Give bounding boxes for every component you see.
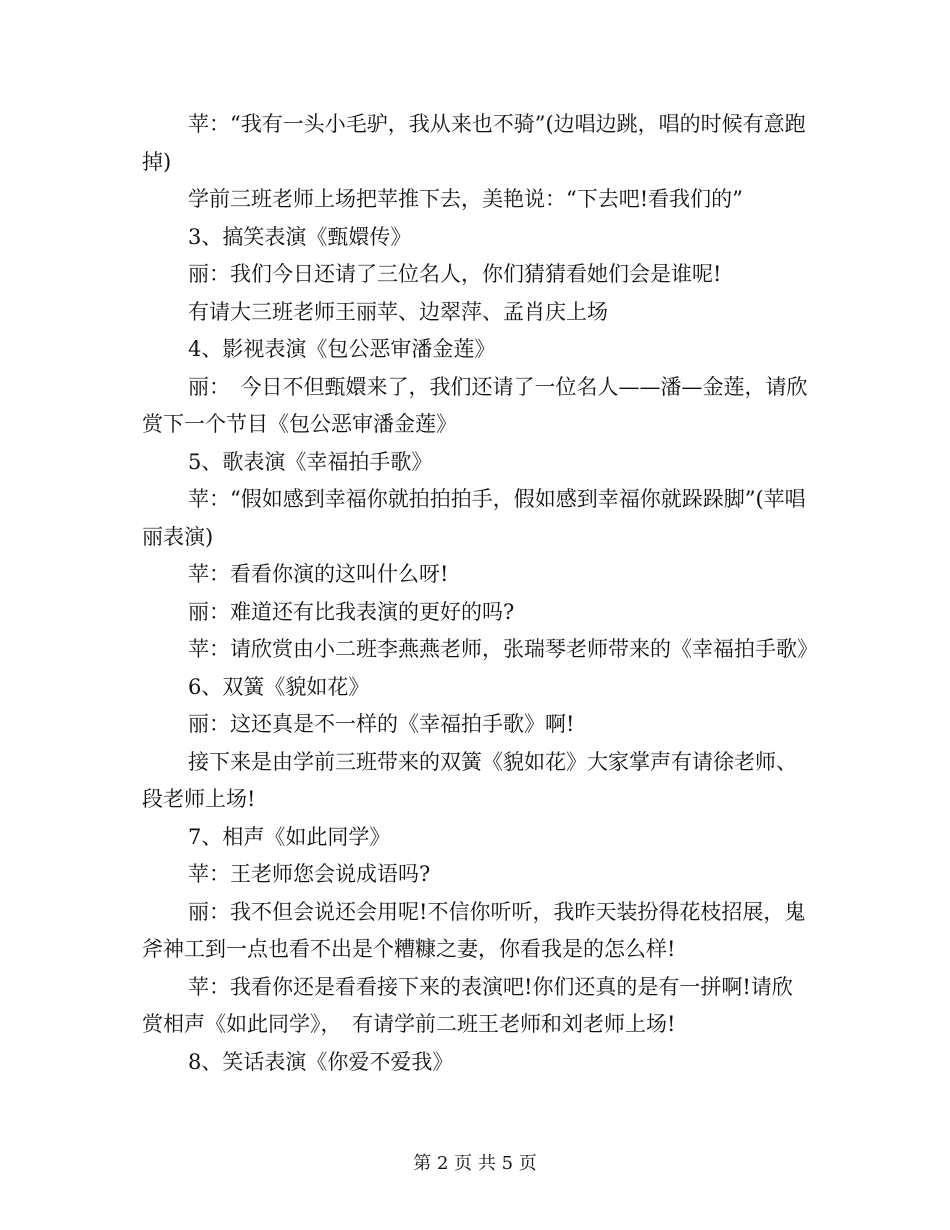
paragraph: 丽：这还真是不一样的《幸福拍手歌》啊! (188, 712, 575, 736)
paragraph: 接下来是由学前三班带来的双簧《貌如花》大家掌声有请徐老师、段老师上场! (142, 749, 797, 811)
paragraph: 丽：我不但会说还会用呢!不信你听听，我昨天装扮得花枝招展，鬼斧神工到一点也看不出是个糟糠之妻，你看我是的怎么样! (142, 899, 806, 961)
document-body (142, 106, 818, 1081)
paragraph: 苹：“假如感到幸福你就拍拍拍手，假如感到幸福你就跺跺脚”(苹唱丽表演) (142, 487, 806, 549)
paragraph: 丽：我们今日还请了三位名人，你们猜猜看她们会是谁呢! (188, 262, 722, 286)
section-heading: 8、笑话表演《你爱不爱我》 (188, 1049, 454, 1074)
paragraph: 苹：我看你还是看看接下来的表演吧!你们还真的是有一拼啊!请欣赏相声《如此同学》， 有请学前二班王老师和刘老师上场! (142, 974, 793, 1036)
section-heading: 6、双簧《貌如花》 (188, 674, 370, 699)
paragraph: 丽：难道还有比我表演的更好的吗? (188, 599, 515, 624)
page-footer: 第 2 页 共 5 页 (413, 1153, 537, 1174)
section-heading: 3、搞笑表演《甄嬛传》 (188, 224, 412, 249)
section-heading: 5、歌表演《幸福拍手歌》 (188, 449, 433, 474)
paragraph: 丽： 今日不但甄嬛来了，我们还请了一位名人——潘—金莲，请欣赏下一个节目《包公恶审潘金莲》 (142, 374, 808, 436)
paragraph: 苹：“我有一头小毛驴，我从来也不骑”(边唱边跳，唱的时候有意跑掉) (142, 112, 806, 174)
paragraph: 有请大三班老师王丽苹、边翠萍、孟肖庆上场 (188, 299, 608, 324)
paragraph: 苹：看看你演的这叫什么呀! (188, 562, 449, 586)
paragraph: 苹：请欣赏由小二班李燕燕老师，张瑞琴老师带来的《幸福拍手歌》 (188, 637, 818, 661)
paragraph: 学前三班老师上场把苹推下去，美艳说：“下去吧!看我们的” (188, 187, 743, 211)
section-heading: 4、影视表演《包公恶审潘金莲》 (188, 337, 496, 361)
paragraph: 苹：王老师您会说成语吗? (188, 862, 431, 886)
section-heading: 7、相声《如此同学》 (188, 824, 391, 849)
